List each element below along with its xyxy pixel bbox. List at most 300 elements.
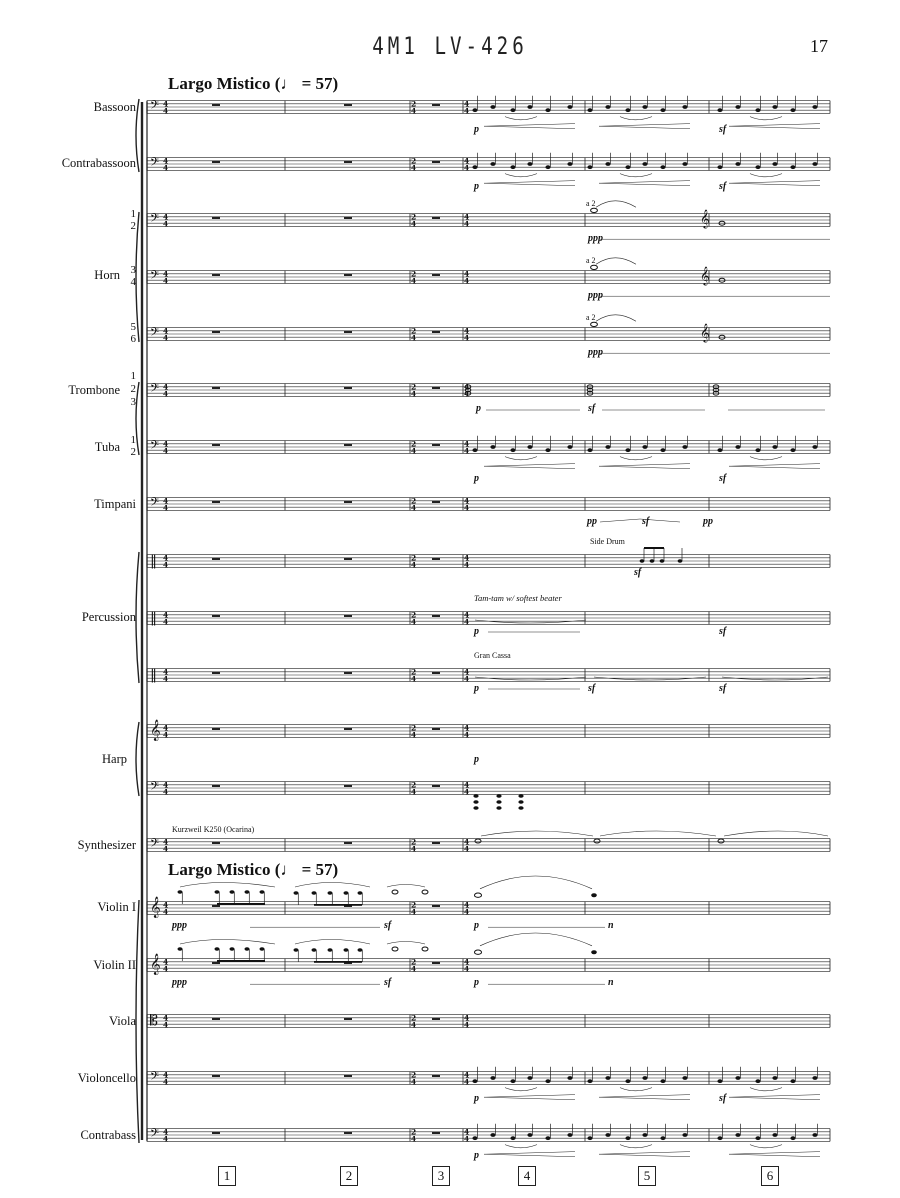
notehead [490, 105, 495, 109]
notehead-half [422, 890, 428, 894]
notehead [496, 794, 501, 798]
tie [387, 942, 425, 945]
time-signature-denominator: 4 [411, 106, 417, 116]
notehead [812, 1076, 817, 1080]
dyn-ppp: ppp [588, 233, 603, 244]
label-trombone: Trombone [68, 383, 120, 397]
time-signature-numerator: 4 [464, 1013, 470, 1023]
notehead [682, 1133, 687, 1137]
slur [750, 1145, 782, 1148]
time-signature-denominator: 4 [411, 907, 417, 917]
measure-number-6: 6 [761, 1166, 779, 1186]
whole-rest [212, 842, 220, 844]
clef-treble: 𝄞 [150, 897, 161, 918]
part-trombone-2: 2 [130, 383, 136, 395]
time-signature-numerator: 2 [411, 496, 417, 506]
notehead [605, 445, 610, 449]
hairpin [729, 183, 820, 186]
notehead [790, 108, 795, 112]
whole-rest [432, 728, 440, 730]
whole-rest [432, 387, 440, 389]
notehead [496, 806, 501, 810]
time-signature-numerator: 4 [464, 837, 470, 847]
time-signature-denominator: 4 [411, 674, 417, 684]
clef-bass: 𝄢 [150, 212, 160, 228]
label-synthesizer: Synthesizer [77, 838, 136, 852]
notehead [496, 800, 501, 804]
slur [620, 457, 652, 460]
time-signature-denominator: 4 [163, 730, 169, 740]
time-signature-denominator: 4 [464, 787, 470, 797]
notehead-half [591, 265, 598, 269]
notehead [717, 165, 722, 169]
notehead [772, 445, 777, 449]
time-signature-denominator: 4 [411, 1020, 417, 1030]
measure-number-1: 1 [218, 1166, 236, 1186]
time-signature-denominator: 4 [163, 219, 169, 229]
part-horn-5: 5 [130, 321, 136, 333]
time-signature-denominator: 4 [163, 1020, 169, 1030]
notehead [527, 1133, 532, 1137]
hairpin [599, 181, 690, 184]
time-signature-denominator: 4 [464, 617, 470, 627]
time-signature-denominator: 4 [163, 674, 169, 684]
notehead [660, 1136, 665, 1140]
whole-rest [344, 387, 352, 389]
notehead [682, 162, 687, 166]
time-signature-numerator: 2 [411, 957, 417, 967]
whole-rest [432, 785, 440, 787]
clef-treble-change: 𝄞 [700, 209, 710, 228]
dyn-ppp: ppp [588, 347, 603, 358]
notehead [260, 890, 265, 893]
group-brace [136, 99, 139, 172]
hairpin [729, 1095, 820, 1098]
part-horn-4: 4 [130, 276, 136, 288]
notehead [473, 806, 478, 810]
time-signature-numerator: 4 [464, 1127, 470, 1137]
slur [750, 117, 782, 120]
hairpin [729, 1154, 820, 1157]
notehead [755, 1136, 760, 1140]
time-signature-denominator: 4 [464, 964, 470, 974]
time-signature-denominator: 4 [163, 1134, 169, 1144]
time-signature-denominator: 4 [163, 617, 169, 627]
clef-bass: 𝄢 [150, 496, 160, 512]
clef-bass: 𝄢 [150, 780, 160, 796]
slur [180, 883, 275, 888]
whole-rest [432, 501, 440, 503]
part-horn-6: 6 [130, 333, 136, 345]
dyn-p: p [474, 181, 479, 192]
tie [480, 933, 592, 946]
measure-number-4: 4 [518, 1166, 536, 1186]
clef-bass: 𝄢 [150, 269, 160, 285]
notehead [812, 162, 817, 166]
notehead [567, 445, 572, 449]
time-signature-numerator: 2 [411, 1013, 417, 1023]
time-signature-numerator: 4 [163, 780, 169, 790]
hairpin [599, 1095, 690, 1098]
notehead-half [591, 208, 598, 212]
hairpin [484, 181, 575, 184]
time-signature-numerator: 4 [163, 269, 169, 279]
notehead [772, 162, 777, 166]
time-signature-denominator: 4 [411, 617, 417, 627]
time-signature-numerator: 4 [464, 553, 470, 563]
notehead [472, 1079, 477, 1083]
time-signature-denominator: 4 [411, 163, 417, 173]
label-contrabassoon: Contrabassoon [61, 156, 136, 170]
notehead [625, 448, 630, 452]
notehead [490, 162, 495, 166]
time-signature-numerator: 4 [464, 610, 470, 620]
dyn-p: p [474, 920, 479, 931]
whole-rest [344, 728, 352, 730]
time-signature-numerator: 4 [163, 553, 169, 563]
time-signature-denominator: 4 [411, 503, 417, 513]
dyn-p: p [474, 124, 479, 135]
hairpin [484, 1095, 575, 1098]
notehead [527, 105, 532, 109]
time-signature-denominator: 4 [163, 106, 169, 116]
hairpin [599, 126, 690, 129]
notehead [755, 108, 760, 112]
whole-rest [344, 1018, 352, 1020]
notehead [735, 445, 740, 449]
time-signature-numerator: 4 [163, 496, 169, 506]
whole-rest [212, 962, 220, 964]
time-signature-numerator: 4 [464, 723, 470, 733]
notehead [215, 890, 220, 893]
tempo-marking-strings: Largo Mistico (♩ = 57) [168, 860, 339, 879]
clef-bass: 𝄢 [150, 326, 160, 342]
horn12-a2-marking: a 2 [586, 199, 596, 208]
part-trombone-3: 3 [130, 396, 136, 408]
time-signature-denominator: 4 [464, 163, 470, 173]
whole-rest [212, 331, 220, 333]
time-signature-numerator: 2 [411, 553, 417, 563]
hairpin [599, 183, 690, 186]
notehead [344, 891, 349, 894]
part-tuba-1: 1 [130, 434, 136, 446]
notehead [790, 448, 795, 452]
time-signature-numerator: 2 [411, 667, 417, 677]
dyn-pp: pp [587, 516, 597, 527]
time-signature-numerator: 2 [411, 382, 417, 392]
notehead [587, 1079, 592, 1083]
hairpin [484, 183, 575, 186]
notehead [587, 108, 592, 112]
clef-alto: 𝄡 [150, 1013, 158, 1029]
time-signature-denominator: 4 [464, 730, 470, 740]
whole-rest [344, 785, 352, 787]
notehead [660, 1079, 665, 1083]
whole-rest [212, 104, 220, 106]
time-signature-denominator: 4 [411, 1134, 417, 1144]
tie [480, 876, 592, 889]
label-violin2: Violin II [93, 958, 136, 972]
label-viola: Viola [108, 1014, 136, 1028]
whole-rest [432, 962, 440, 964]
time-signature-denominator: 4 [464, 674, 470, 684]
time-signature-denominator: 4 [411, 964, 417, 974]
notehead [545, 1079, 550, 1083]
horn56-a2-marking: a 2 [586, 313, 596, 322]
beam [314, 904, 362, 906]
time-signature-numerator: 4 [464, 326, 470, 336]
notehead [717, 1079, 722, 1083]
time-signature-numerator: 4 [464, 780, 470, 790]
part-horn-3: 3 [130, 264, 136, 276]
time-signature-denominator: 4 [411, 844, 417, 854]
clef-bass: 𝄢 [150, 1070, 160, 1086]
notehead [660, 448, 665, 452]
notehead [591, 893, 597, 897]
slur [596, 201, 636, 207]
notehead [473, 800, 478, 804]
page-number: 17 [810, 36, 828, 56]
part-tuba-2: 2 [130, 446, 136, 458]
time-signature-numerator: 2 [411, 439, 417, 449]
notehead [812, 105, 817, 109]
label-violin1: Violin I [97, 900, 136, 914]
notehead [642, 162, 647, 166]
notehead [230, 890, 235, 893]
whole-rest [344, 501, 352, 503]
time-signature-denominator: 4 [464, 907, 470, 917]
time-signature-numerator: 4 [464, 900, 470, 910]
time-signature-numerator: 4 [464, 957, 470, 967]
horn34-a2-marking: a 2 [586, 256, 596, 265]
hairpin [600, 519, 680, 522]
slur [295, 940, 370, 945]
notehead [545, 1136, 550, 1140]
hairpin [599, 1154, 690, 1157]
notehead-half [392, 947, 398, 951]
dyn-sf: sf [719, 626, 727, 637]
time-signature-numerator: 4 [464, 212, 470, 222]
time-signature-denominator: 4 [464, 503, 470, 513]
hairpin [599, 466, 690, 469]
time-signature-numerator: 2 [411, 1070, 417, 1080]
notehead [642, 1076, 647, 1080]
time-signature-numerator: 2 [411, 269, 417, 279]
whole-rest [432, 1132, 440, 1134]
clef-perc: ‖ [150, 553, 157, 569]
notehead [527, 162, 532, 166]
time-signature-denominator: 4 [464, 1077, 470, 1087]
time-signature-numerator: 4 [163, 326, 169, 336]
notehead [735, 1076, 740, 1080]
clef-treble-change: 𝄞 [700, 323, 710, 342]
time-signature-numerator: 4 [163, 1070, 169, 1080]
whole-rest [344, 558, 352, 560]
time-signature-denominator: 4 [163, 276, 169, 286]
whole-rest [432, 217, 440, 219]
notehead [567, 1133, 572, 1137]
beam [314, 961, 362, 963]
part-horn-2: 2 [130, 220, 136, 232]
dyn-sf: sf [634, 567, 642, 578]
dyn-p: p [474, 1150, 479, 1161]
notehead [178, 947, 183, 950]
time-signature-numerator: 2 [411, 156, 417, 166]
notehead [215, 947, 220, 950]
notehead [605, 162, 610, 166]
dyn-sf: sf [384, 977, 392, 988]
notehead [294, 948, 299, 951]
notehead-half [591, 322, 598, 326]
measure-number-2: 2 [340, 1166, 358, 1186]
time-signature-denominator: 4 [464, 106, 470, 116]
time-signature-denominator: 4 [411, 787, 417, 797]
whole-rest [212, 387, 220, 389]
time-signature-denominator: 4 [464, 446, 470, 456]
group-brace [136, 552, 139, 683]
notehead [625, 108, 630, 112]
whole-rest [344, 161, 352, 163]
notehead [358, 948, 363, 951]
label-harp: Harp [102, 752, 127, 766]
slur [620, 1145, 652, 1148]
notehead [344, 948, 349, 951]
notehead [510, 165, 515, 169]
group-brace [136, 382, 139, 455]
dyn-n: n [608, 920, 614, 931]
tempo-marking-top: Largo Mistico (♩ = 57) [168, 74, 339, 93]
dyn-sf: sf [588, 683, 596, 694]
notehead [328, 891, 333, 894]
part-trombone-1: 1 [130, 370, 136, 382]
time-signature-denominator: 4 [464, 1134, 470, 1144]
slur [505, 457, 537, 460]
notehead [510, 108, 515, 112]
label-cello: Violoncello [77, 1071, 136, 1085]
dyn-p: p [474, 626, 479, 637]
time-signature-denominator: 4 [411, 560, 417, 570]
notehead [567, 1076, 572, 1080]
slur [620, 1088, 652, 1091]
time-signature-numerator: 2 [411, 723, 417, 733]
whole-rest [432, 615, 440, 617]
notehead [755, 448, 760, 452]
whole-rest [212, 274, 220, 276]
clef-perc: ‖ [150, 667, 157, 683]
slur [505, 1145, 537, 1148]
whole-rest [344, 104, 352, 106]
dyn-sf: sf [588, 403, 596, 414]
notehead-half [422, 947, 428, 951]
notehead [717, 1136, 722, 1140]
dyn-sf: sf [719, 1093, 727, 1104]
time-signature-numerator: 2 [411, 900, 417, 910]
whole-rest [212, 501, 220, 503]
notehead [790, 1079, 795, 1083]
time-signature-denominator: 4 [163, 333, 169, 343]
notehead [790, 165, 795, 169]
slur [620, 174, 652, 177]
notehead [605, 1133, 610, 1137]
time-signature-numerator: 4 [163, 957, 169, 967]
dyn-sf: sf [719, 181, 727, 192]
notehead [472, 448, 477, 452]
time-signature-numerator: 4 [163, 900, 169, 910]
hairpin [599, 1097, 690, 1100]
whole-rest [344, 217, 352, 219]
time-signature-denominator: 4 [464, 1020, 470, 1030]
notehead [230, 947, 235, 950]
notehead [682, 445, 687, 449]
notehead [605, 1076, 610, 1080]
dyn-p: p [474, 754, 479, 765]
dyn-p: p [474, 1093, 479, 1104]
hairpin [729, 126, 820, 129]
slur [505, 1088, 537, 1091]
group-brace [136, 900, 139, 1143]
notehead [772, 105, 777, 109]
notehead [812, 445, 817, 449]
time-signature-denominator: 4 [411, 389, 417, 399]
beam [217, 960, 265, 962]
notehead [642, 1133, 647, 1137]
notehead [245, 890, 250, 893]
hairpin [484, 1097, 575, 1100]
notehead [587, 448, 592, 452]
tie [600, 831, 716, 836]
label-horn: Horn [94, 268, 120, 282]
group-brace [136, 212, 139, 342]
notehead [245, 947, 250, 950]
time-signature-denominator: 4 [464, 389, 470, 399]
tie [724, 831, 828, 836]
time-signature-numerator: 2 [411, 326, 417, 336]
time-signature-denominator: 4 [163, 787, 169, 797]
clef-bass: 𝄢 [150, 837, 160, 853]
time-signature-denominator: 4 [163, 844, 169, 854]
whole-rest [432, 161, 440, 163]
time-signature-numerator: 2 [411, 780, 417, 790]
notehead [472, 165, 477, 169]
notehead [587, 1136, 592, 1140]
time-signature-denominator: 4 [411, 730, 417, 740]
time-signature-denominator: 4 [163, 964, 169, 974]
whole-rest [344, 842, 352, 844]
time-signature-numerator: 4 [163, 1127, 169, 1137]
notehead-whole [475, 893, 482, 897]
synth-patch-label: Kurzweil K250 (Ocarina) [172, 825, 255, 834]
notehead [312, 948, 317, 951]
notehead-half [392, 890, 398, 894]
notehead [567, 105, 572, 109]
notehead [510, 1136, 515, 1140]
dyn-p: p [474, 473, 479, 484]
tam-tam-label: Tam-tam w/ softest beater [474, 593, 562, 603]
notehead-whole [475, 950, 482, 954]
clef-treble: 𝄞 [150, 954, 161, 975]
notehead [473, 794, 478, 798]
slur [596, 258, 636, 264]
time-signature-numerator: 4 [464, 99, 470, 109]
notehead [605, 105, 610, 109]
time-signature-numerator: 4 [464, 1070, 470, 1080]
clef-bass: 𝄢 [150, 99, 160, 115]
dyn-n: n [608, 977, 614, 988]
whole-rest [344, 672, 352, 674]
time-signature-numerator: 2 [411, 212, 417, 222]
slur [750, 457, 782, 460]
notehead [545, 448, 550, 452]
